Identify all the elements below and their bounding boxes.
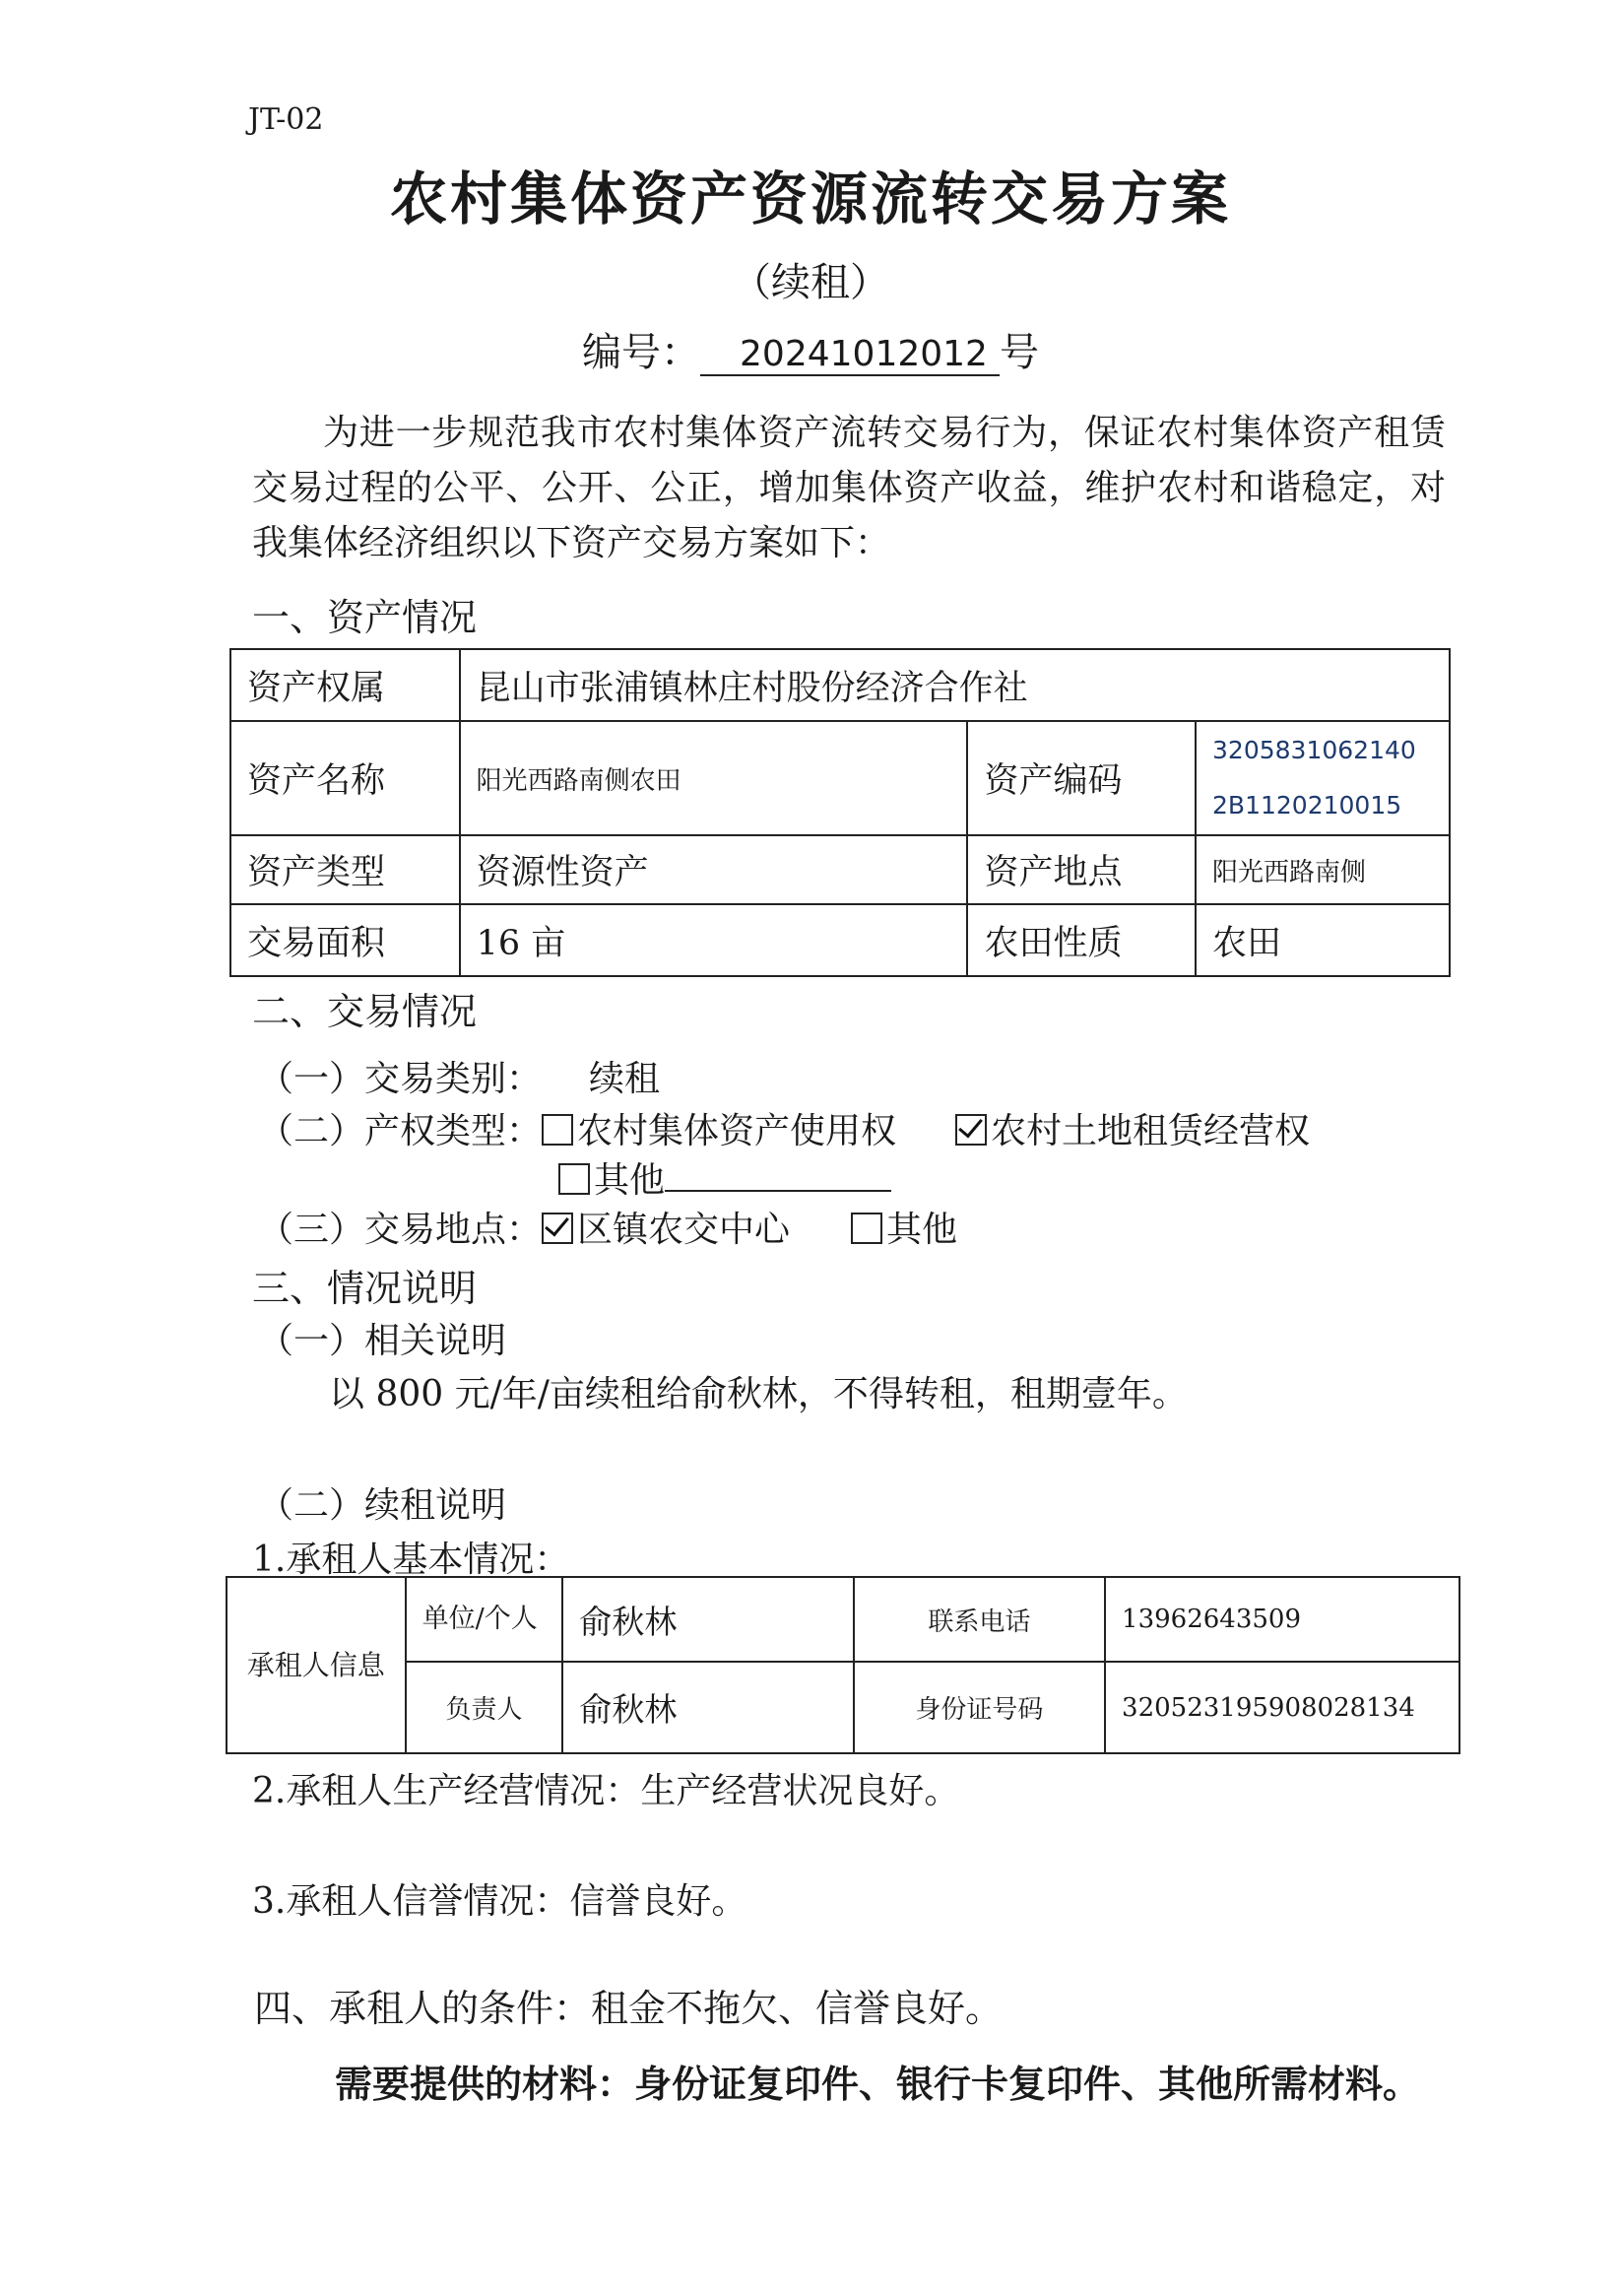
- rights-opt1-checkbox[interactable]: [542, 1114, 573, 1146]
- place-opt1-label: 区镇农交中心: [577, 1210, 791, 1250]
- rights-type: [258, 1103, 1310, 1153]
- id-label: 身份证号码: [854, 1662, 1105, 1753]
- lessee-info-label: 承租人信息: [227, 1577, 406, 1753]
- code-line-2: 2B1120210015: [1212, 791, 1402, 820]
- lessee-operation: 2.承租人生产经营情况：生产经营状况良好。: [252, 1771, 960, 1811]
- unit-label: 单位/个人: [406, 1577, 563, 1662]
- section2-heading: 二、交易情况: [252, 990, 478, 1033]
- phone-value: 13962643509: [1105, 1577, 1459, 1662]
- nature-label: 农田性质: [967, 904, 1196, 976]
- document-number: [0, 321, 1621, 377]
- page-title: 农村集体资产资源流转交易方案: [389, 165, 1231, 232]
- sub1-heading: （一）相关说明: [258, 1321, 507, 1361]
- asset-row-name: [230, 721, 1450, 835]
- intro-paragraph: 为进一步规范我市农村集体资产流转交易行为，保证农村集体资产租赁交易过程的公平、公开、公正，增加集体资产收益，维护农村和谐稳定，对我集体经济组织以下资产交易方案如下：: [252, 413, 1446, 563]
- section3-heading: 三、情况说明: [252, 1267, 478, 1310]
- code-line-1: 3205831062140: [1212, 736, 1416, 764]
- section1-heading: 一、资产情况: [252, 596, 478, 639]
- person-value: 俞秋林: [562, 1662, 853, 1753]
- lessee-table: [226, 1576, 1460, 1754]
- page-subtitle: （续租）: [732, 260, 889, 305]
- asset-row-ownership: [230, 649, 1450, 721]
- phone-label: 联系电话: [854, 1577, 1105, 1662]
- asset-code: [1196, 721, 1450, 835]
- section4-heading: 四、承租人的条件：: [254, 1987, 592, 2030]
- sub1-text: 以 800 元/年/亩续租给俞秋林，不得转租，租期壹年。: [329, 1374, 1188, 1414]
- rights-other-blank[interactable]: [665, 1160, 891, 1192]
- rights-opt3-checkbox[interactable]: [558, 1163, 590, 1195]
- materials-label: 需要提供的材料：: [335, 2062, 635, 2106]
- lessee-row-1: [227, 1577, 1459, 1662]
- rights-opt2-checkbox[interactable]: [955, 1114, 987, 1146]
- area-value: 16 亩: [460, 904, 968, 976]
- materials: [335, 2054, 1420, 2108]
- rights-opt1-label: 农村集体资产使用权: [577, 1111, 897, 1151]
- materials-value: 身份证复印件、银行卡复印件、其他所需材料。: [634, 2062, 1421, 2106]
- number-value: 20241012012: [700, 334, 1000, 376]
- section4: [254, 1978, 1003, 2032]
- sub2-heading: （二）续租说明: [258, 1485, 507, 1526]
- place-opt2-label: 其他: [886, 1210, 958, 1250]
- id-value: 320523195908028134: [1105, 1662, 1459, 1753]
- type-value: 资源性资产: [460, 835, 968, 904]
- place-label: （三）交易地点：: [258, 1210, 543, 1250]
- asset-row-area: [230, 904, 1450, 976]
- trade-category: [258, 1051, 660, 1101]
- number-suffix: 号: [999, 330, 1039, 375]
- rights-opt2-label: 农村土地租赁经营权: [991, 1111, 1311, 1151]
- place-opt1-checkbox[interactable]: [542, 1213, 573, 1244]
- category-value: 续租: [589, 1059, 661, 1099]
- rights-other: [558, 1152, 891, 1203]
- number-label: 编号：: [582, 330, 701, 375]
- lessee-row-2: [227, 1662, 1459, 1753]
- name-label: 资产名称: [230, 721, 460, 835]
- type-label: 资产类型: [230, 835, 460, 904]
- place-opt2-checkbox[interactable]: [851, 1213, 882, 1244]
- category-label: （一）交易类别：: [258, 1059, 543, 1099]
- lessee-credit: 3.承租人信誉情况：信誉良好。: [252, 1881, 747, 1922]
- area-label: 交易面积: [230, 904, 460, 976]
- location-label: 资产地点: [967, 835, 1196, 904]
- section4-conditions: 租金不拖欠、信誉良好。: [591, 1987, 1004, 2030]
- ownership-value: 昆山市张浦镇林庄村股份经济合作社: [460, 649, 1450, 721]
- asset-row-type: [230, 835, 1450, 904]
- unit-value: 俞秋林: [562, 1577, 853, 1662]
- ownership-label: 资产权属: [230, 649, 460, 721]
- asset-table: [229, 648, 1451, 977]
- person-label: 负责人: [406, 1662, 563, 1753]
- code-label: 资产编码: [967, 721, 1196, 835]
- name-value: 阳光西路南侧农田: [460, 721, 968, 835]
- rights-label: （二）产权类型：: [258, 1111, 543, 1151]
- trade-place: [258, 1202, 957, 1252]
- rights-opt3-label: 其他: [594, 1160, 666, 1201]
- location-value: 阳光西路南侧: [1196, 835, 1450, 904]
- form-code: JT-02: [248, 102, 324, 137]
- lessee-basic-heading: 1.承租人基本情况：: [252, 1540, 570, 1580]
- nature-value: 农田: [1196, 904, 1450, 976]
